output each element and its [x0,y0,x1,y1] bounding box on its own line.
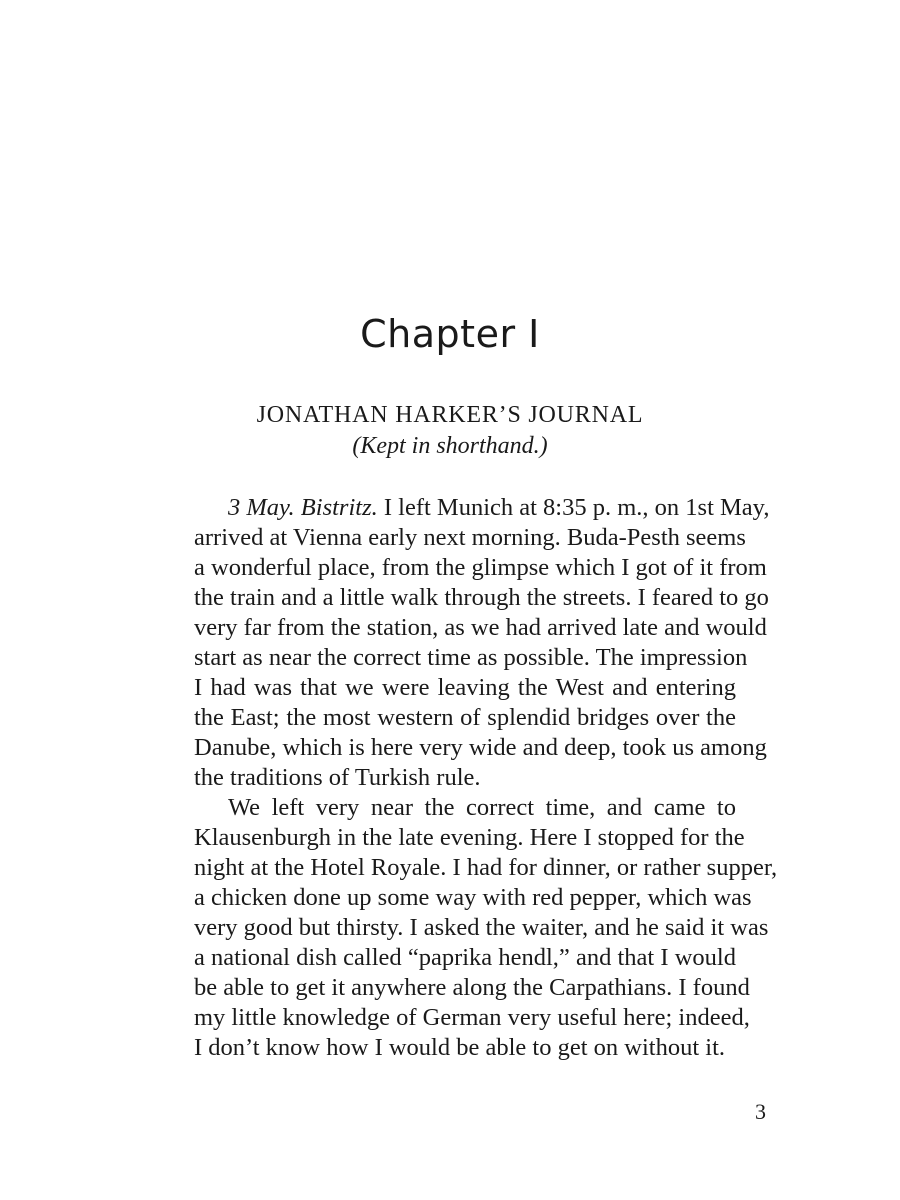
paragraph-2 [160,793,778,1063]
paragraph-line: very far from the station, as we had arrived late and would [194,614,767,641]
paragraph-line: a wonderful place, from the glimpse which I got of it from [194,554,767,581]
paragraph-line: 3 May. Bistritz. I left Munich at 8:35 p. m., on 1st May, [228,494,770,521]
page-number: 3 [755,1099,766,1124]
journal-subheading: (Kept in shorthand.) [352,433,548,459]
paragraph-line: the East; the most western of splendid bridges over the [194,704,736,731]
body-text [160,493,778,1063]
paragraph-line: very good but thirsty. I asked the waiter, and he said it was [194,914,769,941]
journal-heading: JONATHAN HARKER’S JOURNAL [256,402,644,428]
paragraph-line: start as near the correct time as possible. The impression [194,644,748,671]
paragraph-1 [160,493,770,793]
dateline: 3 May. Bistritz. [228,494,378,521]
paragraph-line: arrived at Vienna early next morning. Buda-Pesth seems [194,524,746,551]
paragraph-line: my little knowledge of German very useful here; indeed, [194,1004,750,1031]
paragraph-line: the train and a little walk through the streets. I feared to go [194,584,769,611]
paragraph-line: the traditions of Turkish rule. [194,764,481,791]
paragraph-line: a chicken done up some way with red pepper, which was [194,884,752,911]
paragraph-line: be able to get it anywhere along the Carpathians. I found [194,974,750,1001]
paragraph-line: Klausenburgh in the late evening. Here I stopped for the [194,824,745,851]
paragraph-line: a national dish called “paprika hendl,” and that I would [194,944,736,971]
paragraph-line: I don’t know how I would be able to get on without it. [194,1034,725,1061]
paragraph-line: night at the Hotel Royale. I had for dinner, or rather supper, [194,854,778,881]
paragraph-line: I had was that we were leaving the West and entering [194,674,736,701]
chapter-title: Chapter I [360,312,540,356]
paragraph-line: Danube, which is here very wide and deep, took us among [194,734,767,761]
paragraph-line: We left very near the correct time, and came to [228,794,736,821]
